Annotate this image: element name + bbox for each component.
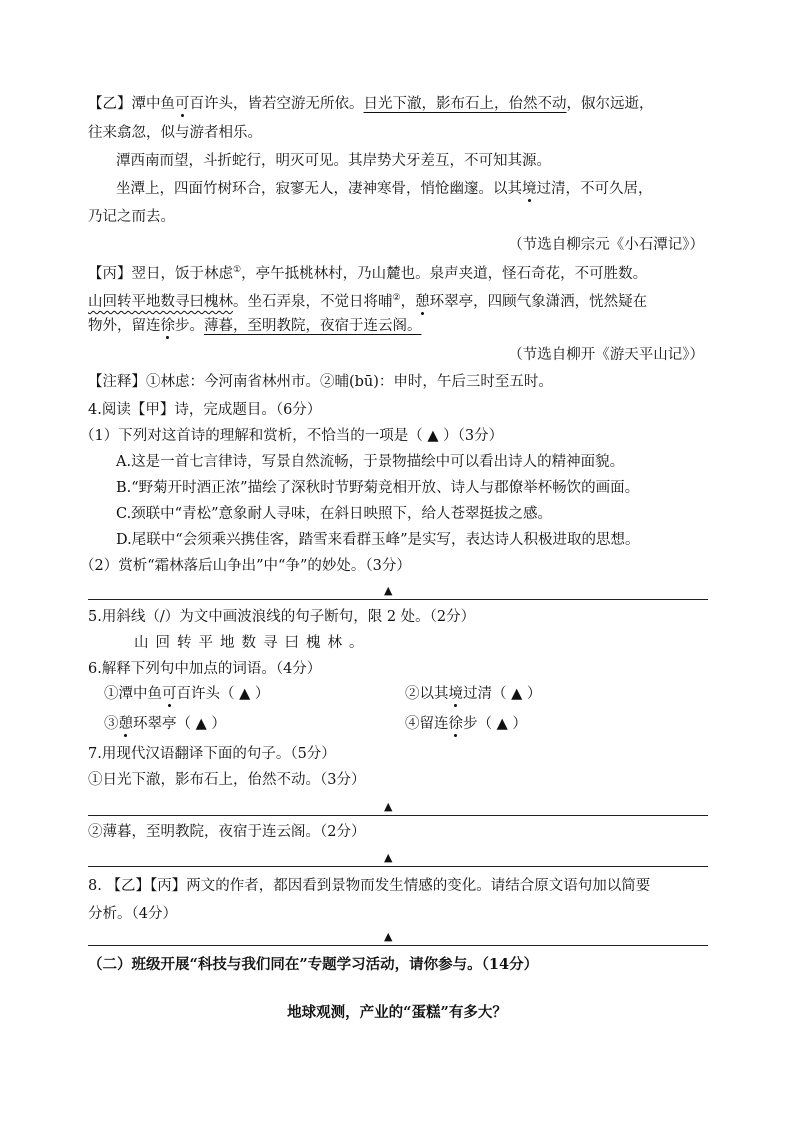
yi-paragraph-3: 坐潭上，四面竹树环合，寂寥无人，凄神寒骨，悄怆幽邃。以其境过清，不可久居， — [116, 181, 653, 197]
q4-option-a: A.这是一首七言律诗，写景自然流畅，于景物描绘中可以看出诗人的精神面貌。 — [116, 454, 625, 470]
q4-option-c: C.颈联中“青松”意象耐人寻味，在斜日映照下，给人苍翠挺拔之感。 — [116, 506, 553, 522]
answer-mark: ▲ — [384, 851, 393, 864]
q6-item-1: ①潭中鱼可百许头（ ▲ ） — [104, 686, 270, 702]
yi-line-2: 往来翕忽，似与游者相乐。 — [88, 125, 262, 141]
q6-item-2: ②以其境过清（ ▲ ） — [405, 686, 542, 702]
q4-title: 4.阅读【甲】诗，完成题目。（6分） — [88, 402, 322, 418]
q6-item-4: ④留连徐步（ ▲ ） — [405, 716, 527, 732]
section-2-title: （二）班级开展“科技与我们同在”专题学习活动，请你参与。（14分） — [88, 956, 539, 973]
underlined-sentence-yi: 日光下澈，影布石上，佁然不动 — [363, 96, 567, 112]
yi-source: （节选自柳宗元《小石潭记》） — [508, 237, 704, 253]
bing-source: （节选自柳开《游天平山记》） — [508, 347, 704, 363]
q4-option-b: B.“野菊开时酒正浓”描绘了深秋时节野菊竞相开放、诗人与郡僚举杯畅饮的画面。 — [116, 480, 640, 496]
note-marker-1: ① — [233, 265, 242, 275]
q5-sentence: 山回转平地数寻曰槐林。 — [134, 635, 371, 651]
q7-title: 7.用现代汉语翻译下面的句子。（5分） — [88, 746, 336, 762]
yi-line-1: 【乙】潭中鱼可百许头，皆若空游无所依。日光下澈，影布石上，佁然不动，俶尔远逝， — [88, 96, 654, 112]
underlined-sentence-bing: 薄暮，至明教院，夜宿于连云阁。 — [204, 318, 422, 334]
bing-label: 【丙】 — [88, 266, 132, 282]
q6-title: 6.解释下列句中加点的词语。（4分） — [88, 661, 322, 677]
answer-mark: ▲ — [384, 800, 393, 813]
yi-label: 【乙】 — [88, 96, 132, 112]
q6-item-3: ③憩环翠亭（ ▲ ） — [104, 716, 226, 732]
q8-line-2: 分析。（4分） — [88, 906, 177, 922]
dotted-word-xu: 徐 — [160, 318, 175, 334]
q7-sentence-1: ①日光下澈，影布石上，佁然不动。（3分） — [88, 772, 366, 788]
answer-line — [88, 945, 708, 946]
yi-paragraph-3-end: 乃记之而去。 — [88, 209, 175, 225]
dotted-word-ke: 可 — [175, 96, 190, 112]
wavy-sentence: 山回转平地数寻曰槐林 — [88, 294, 233, 310]
answer-line — [88, 866, 708, 867]
bing-line-1: 【丙】翌日，饭于林虑①，亭午抵桃林村，乃山麓也。泉声夹道，怪石奇花，不可胜数。 — [88, 265, 648, 282]
q4-option-d: D.尾联中“会须乘兴携佳客，踏雪来看群玉峰”是实写，表达诗人积极进取的思想。 — [116, 532, 640, 548]
q4-sub2: （2）赏析“霜林落后山争出”中“争”的妙处。（3分） — [80, 558, 411, 574]
q7-sentence-2: ②薄暮，至明教院，夜宿于连云阁。（2分） — [88, 824, 366, 840]
answer-line — [88, 599, 708, 600]
bing-line-3: 物外，留连徐步。薄暮，至明教院，夜宿于连云阁。 — [88, 318, 422, 334]
q8-line-1: 8. 【乙】【丙】两文的作者，都因看到景物而发生情感的变化。请结合原文语句加以简要 — [88, 878, 651, 894]
q4-sub1: （1）下列对这首诗的理解和赏析，不恰当的一项是（ ▲ ）（3分） — [80, 428, 504, 444]
annotation-notes: 【注释】①林虑：今河南省林州市。②晡(bū)：申时，午后三时至五时。 — [88, 374, 553, 390]
article-heading: 地球观测，产业的“蛋糕”有多大？ — [287, 1004, 507, 1021]
dotted-word-qi: 憩 — [415, 294, 430, 310]
yi-paragraph-2: 潭西南而望，斗折蛇行，明灭可见。其岸势犬牙差互，不可知其源。 — [116, 153, 551, 169]
note-marker-2: ② — [392, 293, 401, 303]
dotted-word-jing: 境 — [522, 181, 537, 197]
answer-line — [88, 815, 708, 816]
bing-line-2: 山回转平地数寻曰槐林。坐石弄泉，不觉日将晡②，憩环翠亭，四顾气象潇洒，恍然疑在 — [88, 293, 648, 310]
answer-mark: ▲ — [384, 584, 393, 597]
q5-title: 5.用斜线（/）为文中画波浪线的句子断句，限 2 处。（2分） — [88, 609, 476, 625]
answer-mark: ▲ — [384, 930, 393, 943]
